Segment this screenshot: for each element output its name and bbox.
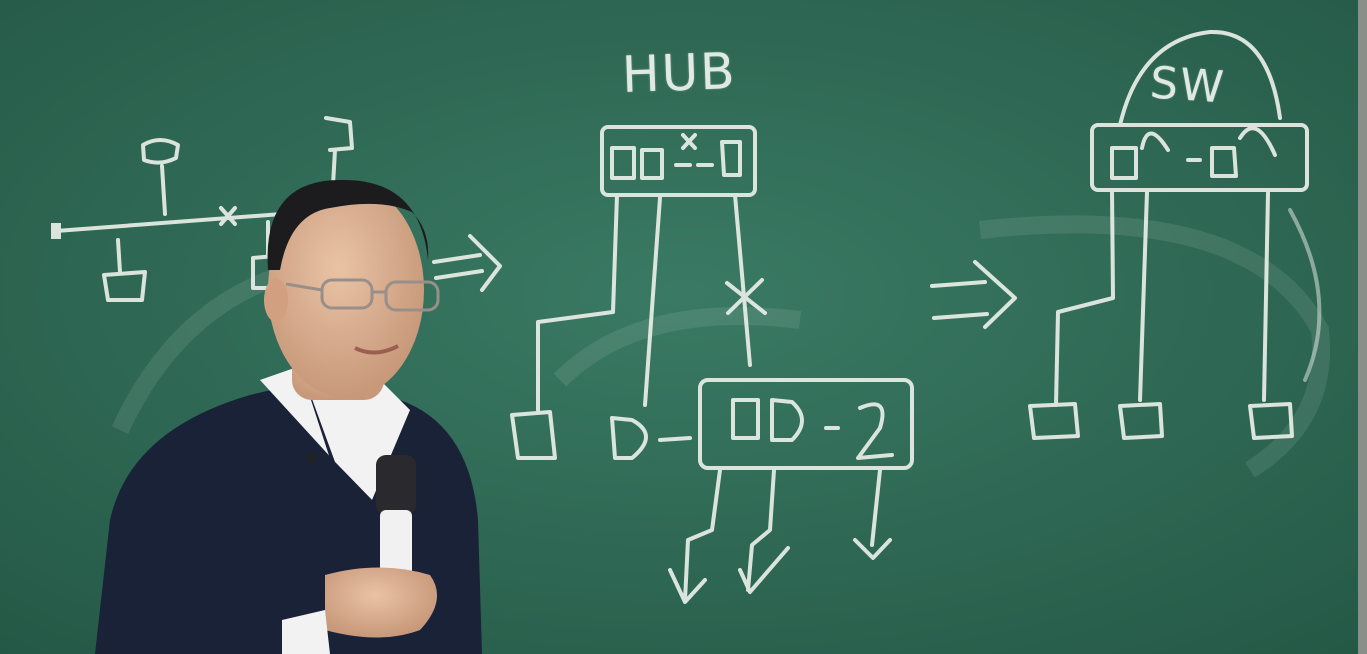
lecturer-ear [264, 278, 288, 322]
lecturer-hand [325, 568, 437, 638]
hub-label: HUB [621, 42, 738, 104]
board-frame-edge [1358, 0, 1367, 654]
lapel-microphone [307, 453, 317, 463]
handheld-microphone-head [376, 455, 416, 515]
switch-label: SW [1148, 57, 1228, 114]
bus-terminator [51, 223, 61, 239]
